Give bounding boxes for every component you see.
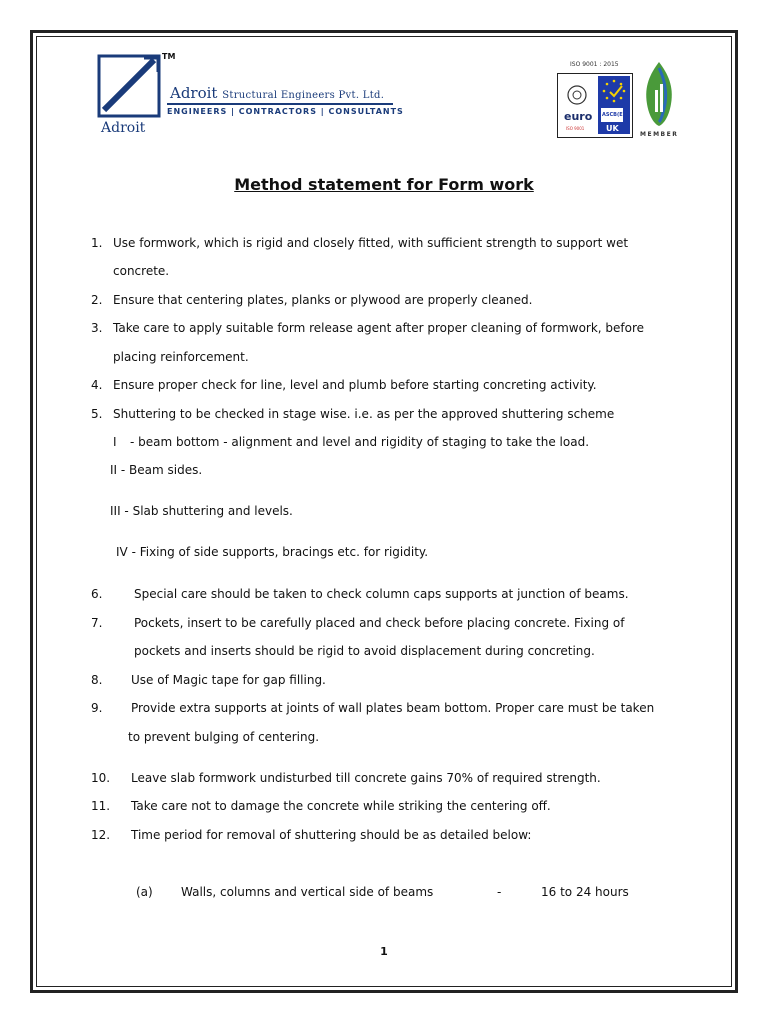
item-text: pockets and inserts should be rigid to avoid displacement during concreting. [134,644,595,658]
item-text: to prevent bulging of centering. [128,730,320,744]
removal-dash: - [497,885,502,899]
sub-item-text: IV - Fixing of side supports, bracings etc. for rigidity. [116,545,429,559]
item-text: Use formwork, which is rigid and closely fitted, with sufficient strength to support wet [113,236,629,250]
item-number: 3. [91,321,103,335]
removal-label: (a) [136,885,153,899]
sub-item-text: - beam bottom - alignment and level and rigidity of staging to take the load. [130,435,590,449]
logo-wordmark: Adroit [101,120,146,136]
item-number: 10. [91,771,111,785]
item-text: Ensure that centering plates, planks or plywood are properly cleaned. [113,293,533,307]
member-label: MEMBER [640,131,679,138]
item-number: 9. [91,701,103,715]
item-text: Time period for removal of shuttering should be as detailed below: [131,828,532,842]
certification-seal-icon [566,84,588,106]
item-number: 12. [91,828,111,842]
trademark-label: TM [162,52,176,61]
item-text: Ensure proper check for line, level and plumb before starting concreting activity. [113,378,597,392]
uk-label: UK [606,124,619,133]
item-number: 1. [91,236,103,250]
item-text: Special care should be taken to check column caps supports at junction of beams. [134,587,629,601]
sub-item-text: II - Beam sides. [110,463,203,477]
item-number: 4. [91,378,103,392]
item-text: Provide extra supports at joints of wall plates beam bottom. Proper care must be taken [131,701,655,715]
company-tagline: ENGINEERS | CONTRACTORS | CONSULTANTS [167,107,404,116]
item-text: placing reinforcement. [113,350,249,364]
item-text: Pockets, insert to be carefully placed and check before placing concrete. Fixing of [134,616,625,630]
page-title: Method statement for Form work [234,175,534,194]
sub-item-number: I [113,435,117,449]
eu-stars-icon [600,78,628,106]
iso-small-label: ISO 9001 [566,126,585,131]
item-number: 7. [91,616,103,630]
item-text: concrete. [113,264,170,278]
removal-text: Walls, columns and vertical side of beams [181,885,434,899]
item-text: Shuttering to be checked in stage wise. i.e. as per the approved shuttering scheme [113,407,615,421]
item-number: 6. [91,587,103,601]
item-number: 8. [91,673,103,687]
ascb-label: ASCB(E) [602,112,625,118]
company-name-main: Adroit [170,84,218,102]
item-number: 2. [91,293,103,307]
removal-period: 16 to 24 hours [541,885,629,899]
item-text: Take care to apply suitable form release agent after proper cleaning of formwork, before [113,321,645,335]
item-number: 5. [91,407,103,421]
company-name [170,84,384,102]
company-name-rest: Structural Engineers Pvt. Ltd. [222,90,385,101]
page-number: 1 [380,945,388,958]
euro-label: euro [564,110,593,123]
green-building-member-icon [638,60,680,132]
item-number: 11. [91,799,111,813]
iso-certification-label: ISO 9001 : 2015 [570,61,619,68]
sub-item-text: III - Slab shuttering and levels. [110,504,293,518]
header-divider [167,103,393,105]
item-text: Use of Magic tape for gap filling. [131,673,326,687]
item-text: Take care not to damage the concrete while striking the centering off. [131,799,551,813]
item-text: Leave slab formwork undisturbed till concrete gains 70% of required strength. [131,771,601,785]
